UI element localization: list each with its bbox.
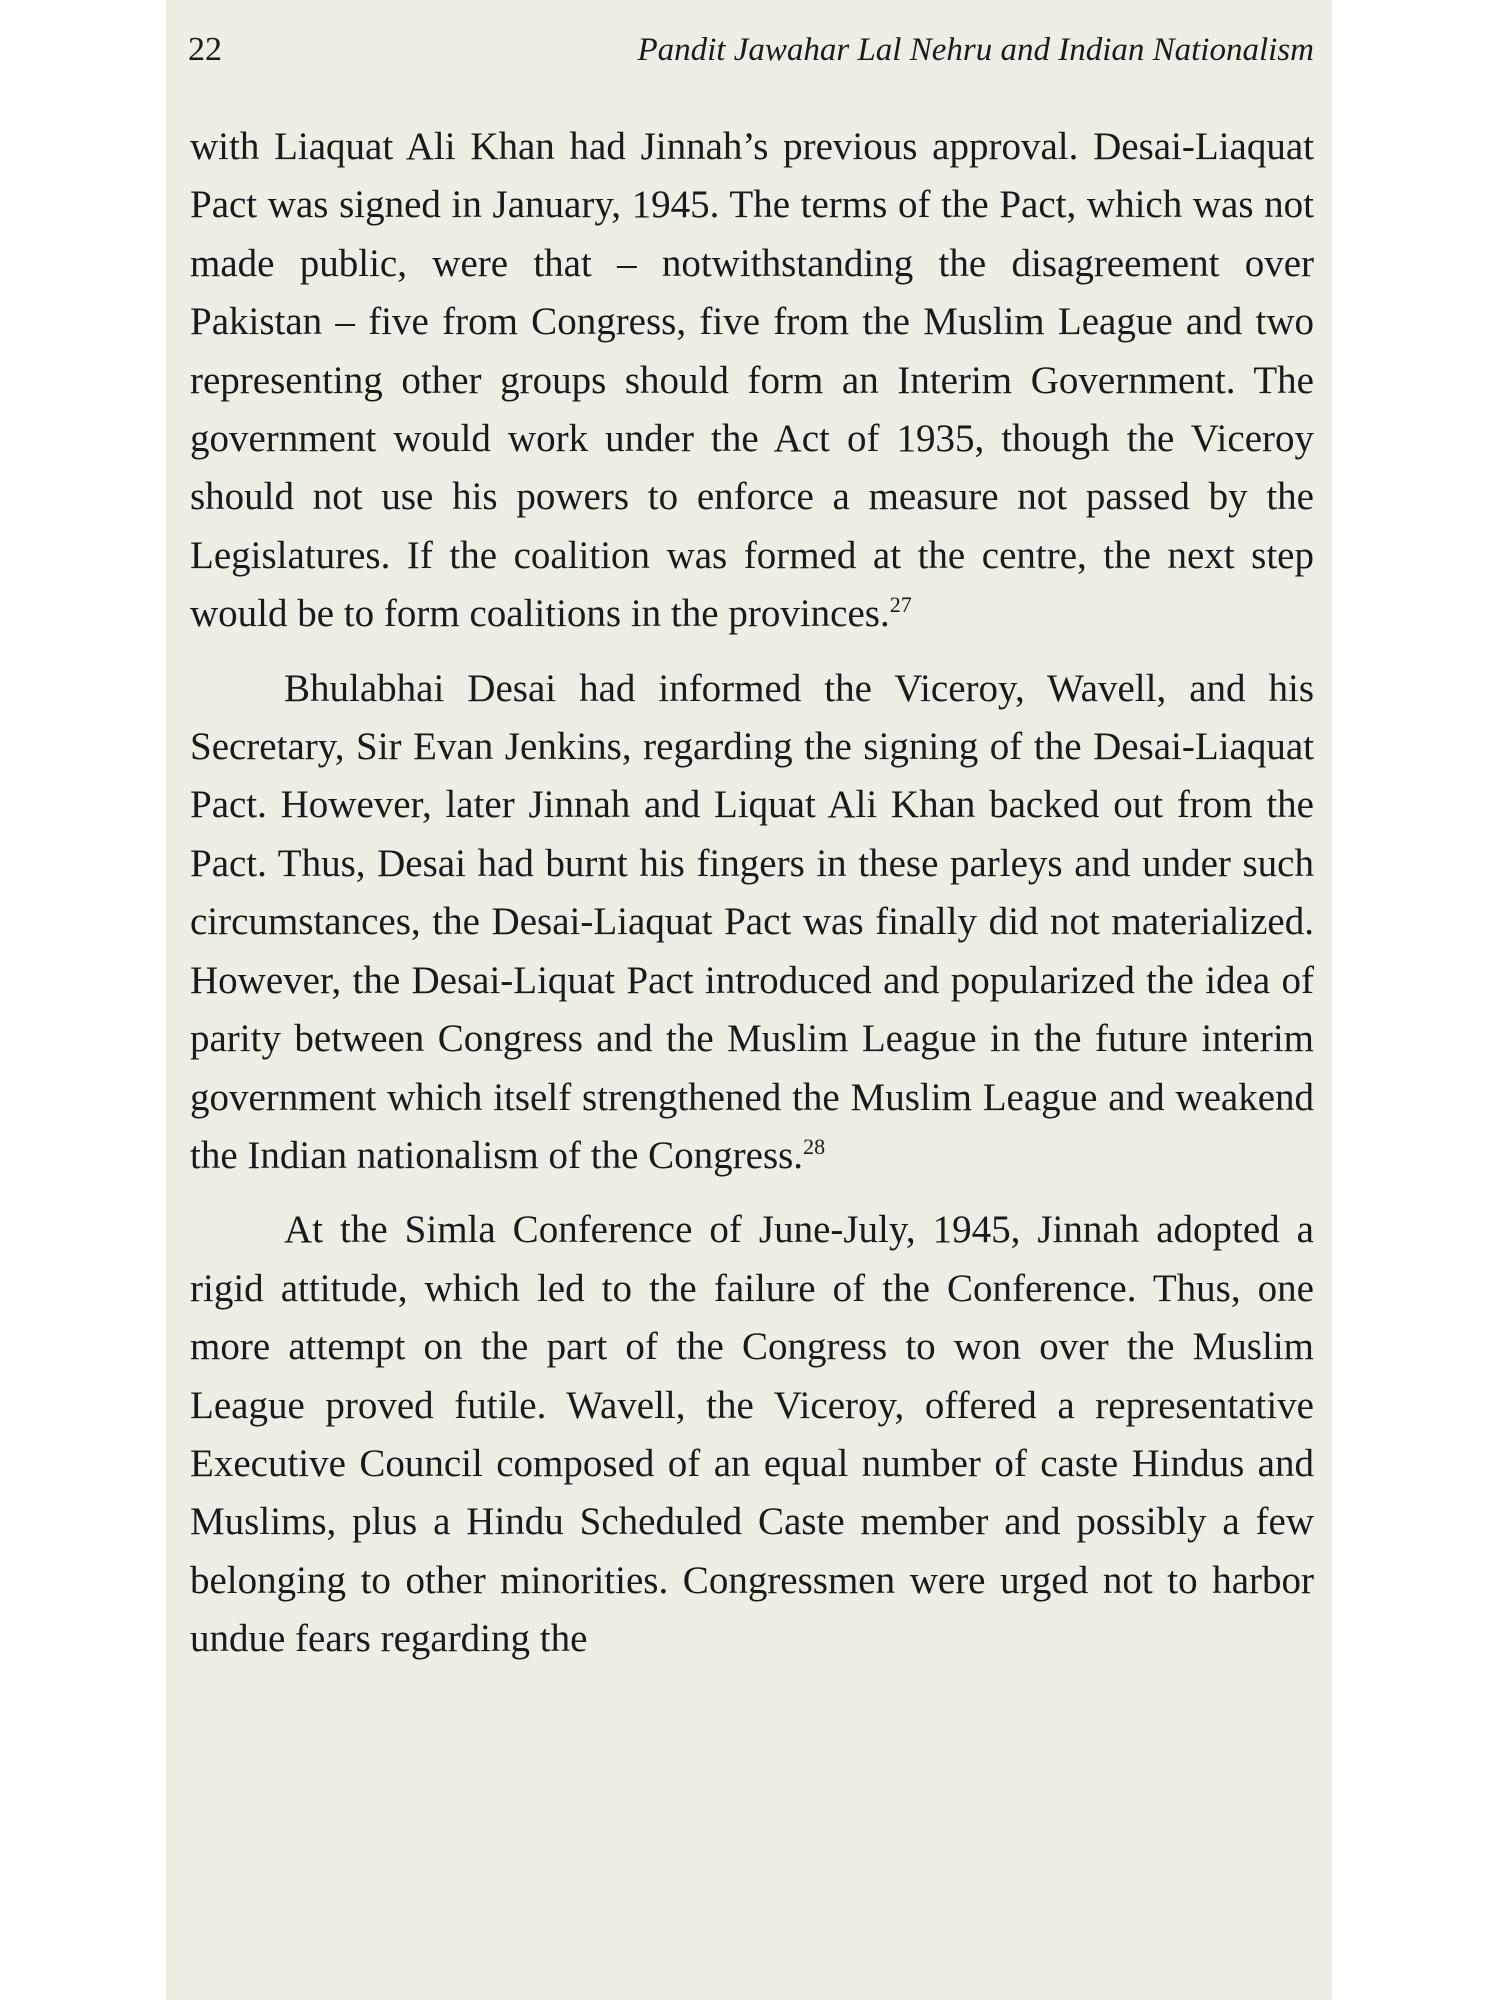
footnote-ref-28: 28 xyxy=(803,1133,826,1159)
body-text xyxy=(190,118,1314,1669)
paragraph-2-text: Bhulabhai Desai had informed the Viceroy, Wavell, and his Secretary, Sir Evan Jenkins, regarding the signing of the Desai-Liaquat Pact. However, later Jinnah and Liquat Ali Khan backed out from the Pact. Thus, Desai had burnt his fingers in these parleys and under such circumstances, the Desai-Liaquat Pact was finally did not materialized. However, the Desai-Liquat Pact introduced and popularized the idea of parity between Congress and the Muslim League in the future interim government which itself strengthened the Muslim League and weakend the Indian nationalism of the Congress. xyxy=(190,666,1314,1177)
paragraph-1-text: with Liaquat Ali Khan had Jinnah’s previous approval. Desai-Liaquat Pact was signed in January, 1945. The terms of the Pact, which was not made public, were that – notwithstanding the disagreement over Pakistan – five from Congress, five from the Muslim League and two representing other groups should form an Interim Government. The government would work under the Act of 1935, though the Viceroy should not use his powers to enforce a measure not passed by the Legislatures. If the coalition was formed at the centre, the next step would be to form coalitions in the provinces. xyxy=(190,125,1314,636)
running-title: Pandit Jawahar Lal Nehru and Indian Nationalism xyxy=(637,32,1314,68)
paragraph-3 xyxy=(190,1201,1314,1668)
paragraph-2 xyxy=(190,660,1314,1186)
paragraph-1 xyxy=(190,118,1314,644)
paragraph-3-text: At the Simla Conference of June-July, 1945, Jinnah adopted a rigid attitude, which led to the failure of the Conference. Thus, one more attempt on the part of the Congress to won over the Muslim League proved futile. Wavell, the Viceroy, offered a representative Executive Council composed of an equal number of caste Hindus and Muslims, plus a Hindu Scheduled Caste member and possibly a few belonging to other minorities. Congressmen were urged not to harbor undue fears regarding the xyxy=(190,1208,1314,1661)
page-number: 22 xyxy=(188,31,222,68)
page-header xyxy=(188,24,1314,76)
footnote-ref-27: 27 xyxy=(889,592,912,618)
